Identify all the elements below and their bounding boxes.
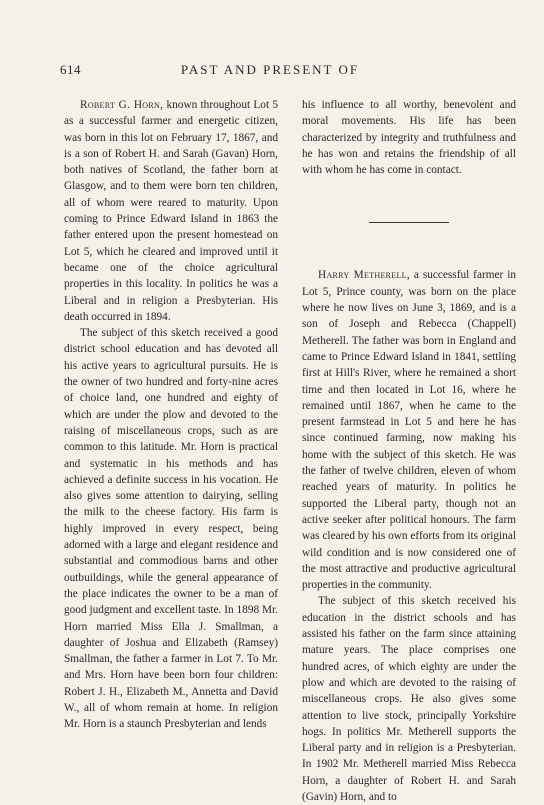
biography-horn-career: The subject of this sketch received a good district school education and has devoted all his active years to agricultural pursuits. He is the owner of two hundred and forty-nine acres of choice land, one hundred and eighty of which are under the plow and devoted to the raising of miscellaneous crops, such as are common to this latitude. Mr. Horn is practical and systematic in his methods and has achieved a definite success in his vocation. He also gives some attention to dairying, selling the milk to the cheese factory. His farm is highly improved in every respect, being adorned with a large and elegant residence and substantial and commodious barns and other outbuildings, while the general appearance of the place indicates the owner to be a man of good judgment and excellent taste. In 1898 Mr. Horn married Miss Ella J. Smallman, a daughter of Joshua and Elizabeth (Ramsey) Smallman, the father a farmer in Lot 7. To Mr. and Mrs. Horn have been born four children: Robert J. H., Elizabeth M., Annetta and David W., all of whom remain at home. In religion Mr. Horn is a staunch Presbyterian and lends [64,327,278,731]
section-divider [369,222,449,223]
biography-metherell-intro [302,267,516,593]
page-header [60,62,480,82]
right-column [302,97,516,805]
metherell-intro-text: a successful farmer in Lot 5, Prince county, was born on the place where he now lives on June 3, 1869, and is a son of Joseph and Rebecca (Chappell) Metherell. The father was born in England and came to Prince Edward Island in 1841, settling first at Hill's River, where he remained a short time and then located in Lot 16, where he remained until 1867, when he came to the present farmstead in Lot 5 and here he has since continued farming, now making his home with the subject of this sketch. He was the father of twelve children, eleven of whom reached years of maturity. In politics he supported the Liberal party, though not an active seeker after political honours. The farm was cleared by his own efforts from its original wild condition and is now considered one of the most attractive and productive agricultural properties in the community. [302,269,516,592]
running-title: PAST AND PRESENT OF [180,62,360,77]
subject-name-horn: Robert G. Horn, [80,99,164,111]
biography-metherell-career: The subject of this sketch received his education in the district schools and has assisted his father on the farm since attaining mature years. The place comprises one hundred acres, of which eighty are under the plow and which are devoted to the raising of miscellaneous crops. He also gives some attention to live stock, principally Yorkshire hogs. In politics Mr. Metherell supports the Liberal party and in religion is a Presbyterian. In 1902 Mr. Metherell married Miss Rebecca Horn, a daughter of Robert H. and Sarah (Gavin) Horn, and to [302,595,516,803]
page-number: 614 [60,62,81,77]
biography-horn-conclusion: his influence to all worthy, benevolent and moral movements. His life has been characterized by integrity and truthfulness and he has won and retains the friendship of all with whom he has come in contact. [302,99,516,177]
horn-intro-text: known throughout Lot 5 as a successful farmer and energetic citizen, was born in this lot on February 17, 1867, and is a son of Robert H. and Sarah (Gavan) Horn, both natives of Scotland, the father born at Glasgow, and to them were born ten children, all of whom were reared to maturity. Upon coming to Prince Edward Island in 1863 the father entered upon the present homestead on Lot 5, which he cleared and improved until it became one of the choice agricultural properties in this locality. In politics he was a Liberal and in religion a Presbyterian. His death occurred in 1894. [64,99,279,323]
biography-horn-intro [64,97,278,325]
left-column [64,97,278,733]
subject-name-metherell: Harry Metherell, [318,269,410,282]
